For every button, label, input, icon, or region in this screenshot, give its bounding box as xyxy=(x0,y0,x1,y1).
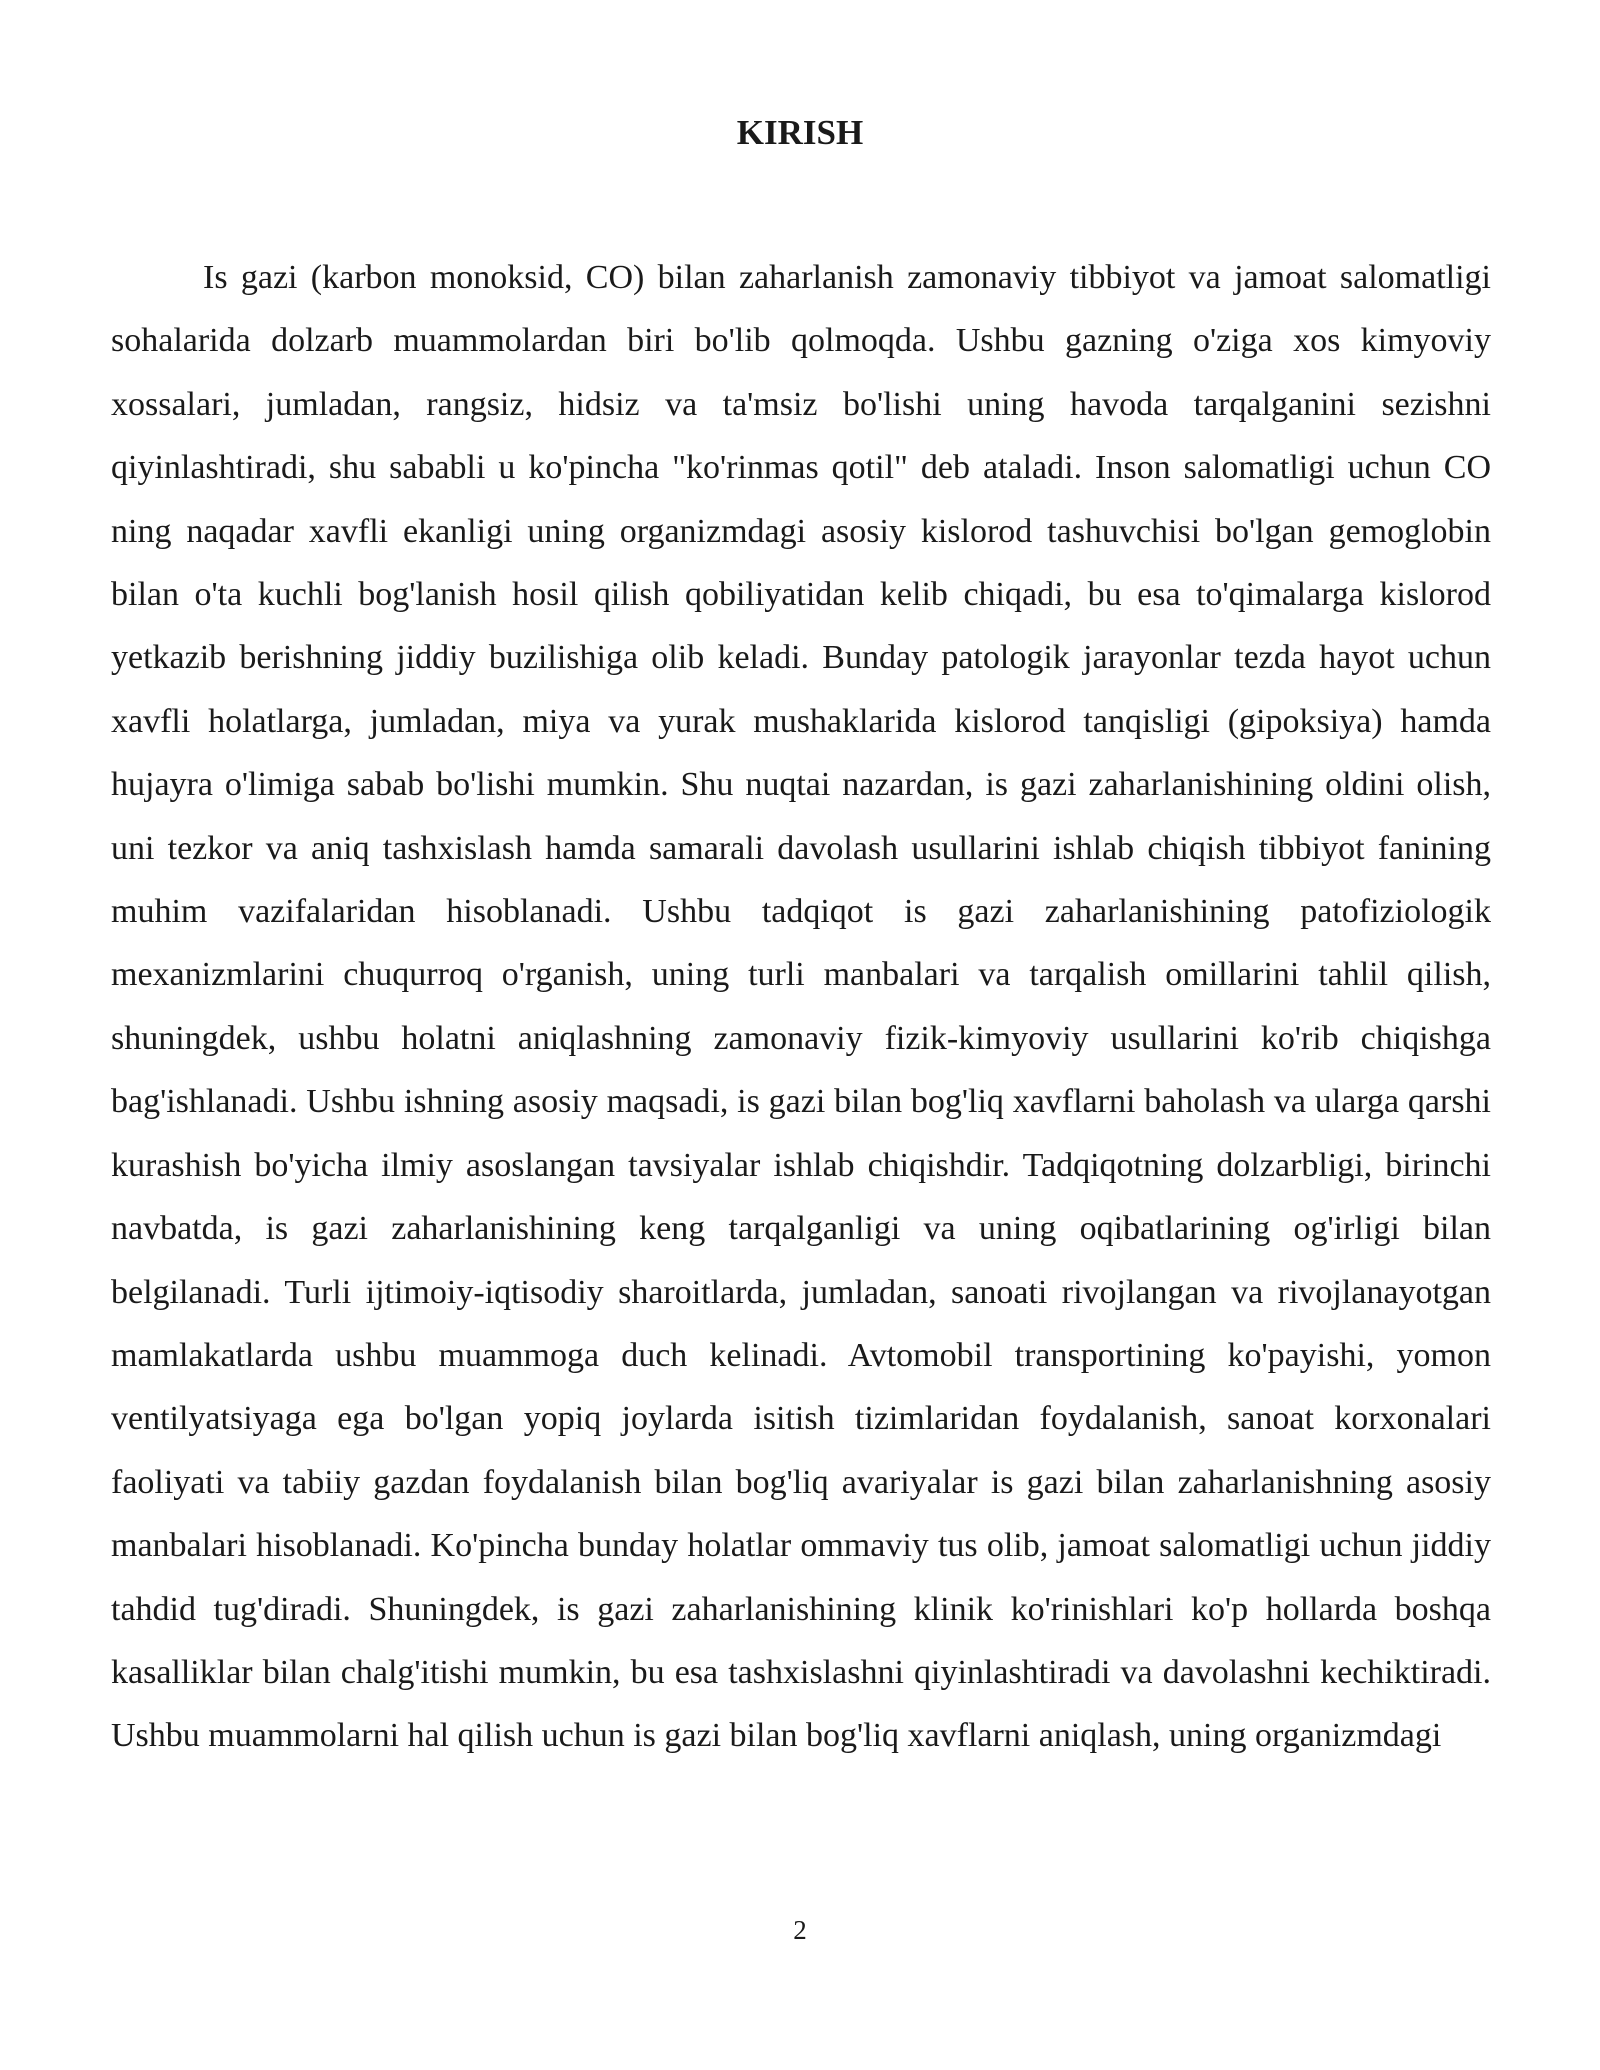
body-paragraph: Is gazi (karbon monoksid, CO) bilan zaharlanish zamonaviy tibbiyot va jamoat salomatligi sohalarida dolzarb muammolardan biri bo'lib qolmoqda. Ushbu gazning o'ziga xos kimyoviy xossalari, jumladan, rangsiz, hidsiz va ta'msiz bo'lishi uning havoda tarqalganini sezishni qiyinlashtiradi, shu sababli u ko'pincha "ko'rinmas qotil" deb ataladi. Inson salomatligi uchun CO ning naqadar xavfli ekanligi uning organizmdagi asosiy kislorod tashuvchisi bo'lgan gemoglobin bilan o'ta kuchli bog'lanish hosil qilish qobiliyatidan kelib chiqadi, bu esa to'qimalarga kislorod yetkazib berishning jiddiy buzilishiga olib keladi. Bunday patologik jarayonlar tezda hayot uchun xavfli holatlarga, jumladan, miya va yurak mushaklarida kislorod tanqisligi (gipoksiya) hamda hujayra o'limiga sabab bo'lishi mumkin. Shu nuqtai nazardan, is gazi zaharlanishining oldini olish, uni tezkor va aniq tashxislash hamda samarali davolash usullarini ishlab chiqish tibbiyot fanining muhim vazifalaridan hisoblanadi. Ushbu tadqiqot is gazi zaharlanishining patofiziologik mexanizmlarini chuqurroq o'rganish, uning turli manbalari va tarqalish omillarini tahlil qilish, shuningdek, ushbu holatni aniqlashning zamonaviy fizik-kimyoviy usullarini ko'rib chiqishga bag'ishlanadi. Ushbu ishning asosiy maqsadi, is gazi bilan bog'liq xavflarni baholash va ularga qarshi kurashish bo'yicha ilmiy asoslangan tavsiyalar ishlab chiqishdir. Tadqiqotning dolzarbligi, birinchi navbatda, is gazi zaharlanishining keng tarqalganligi va uning oqibatlarining og'irligi bilan belgilanadi. Turli ijtimoiy-iqtisodiy sharoitlarda, jumladan, sanoati rivojlangan va rivojlanayotgan mamlakatlarda ushbu muammoga duch kelinadi. Avtomobil transportining ko'payishi, yomon ventilyatsiyaga ega bo'lgan yopiq joylarda isitish tizimlaridan foydalanish, sanoat korxonalari faoliyati va tabiiy gazdan foydalanish bilan bog'liq avariyalar is gazi bilan zaharlanishning asosiy manbalari hisoblanadi. Ko'pincha bunday holatlar ommaviy tus olib, jamoat salomatligi uchun jiddiy tahdid tug'diradi. Shuningdek, is gazi zaharlanishining klinik ko'rinishlari ko'p hollarda boshqa kasalliklar bilan chalg'itishi mumkin, bu esa tashxislashni qiyinlashtiradi va davolashni kechiktiradi. Ushbu muammolarni hal qilish uchun is gazi bilan bog'liq xavflarni aniqlash, uning organizmdagi xyxy=(111,259,1491,1755)
section-title: KIRISH xyxy=(736,113,864,152)
page-number: 2 xyxy=(793,1915,807,1945)
